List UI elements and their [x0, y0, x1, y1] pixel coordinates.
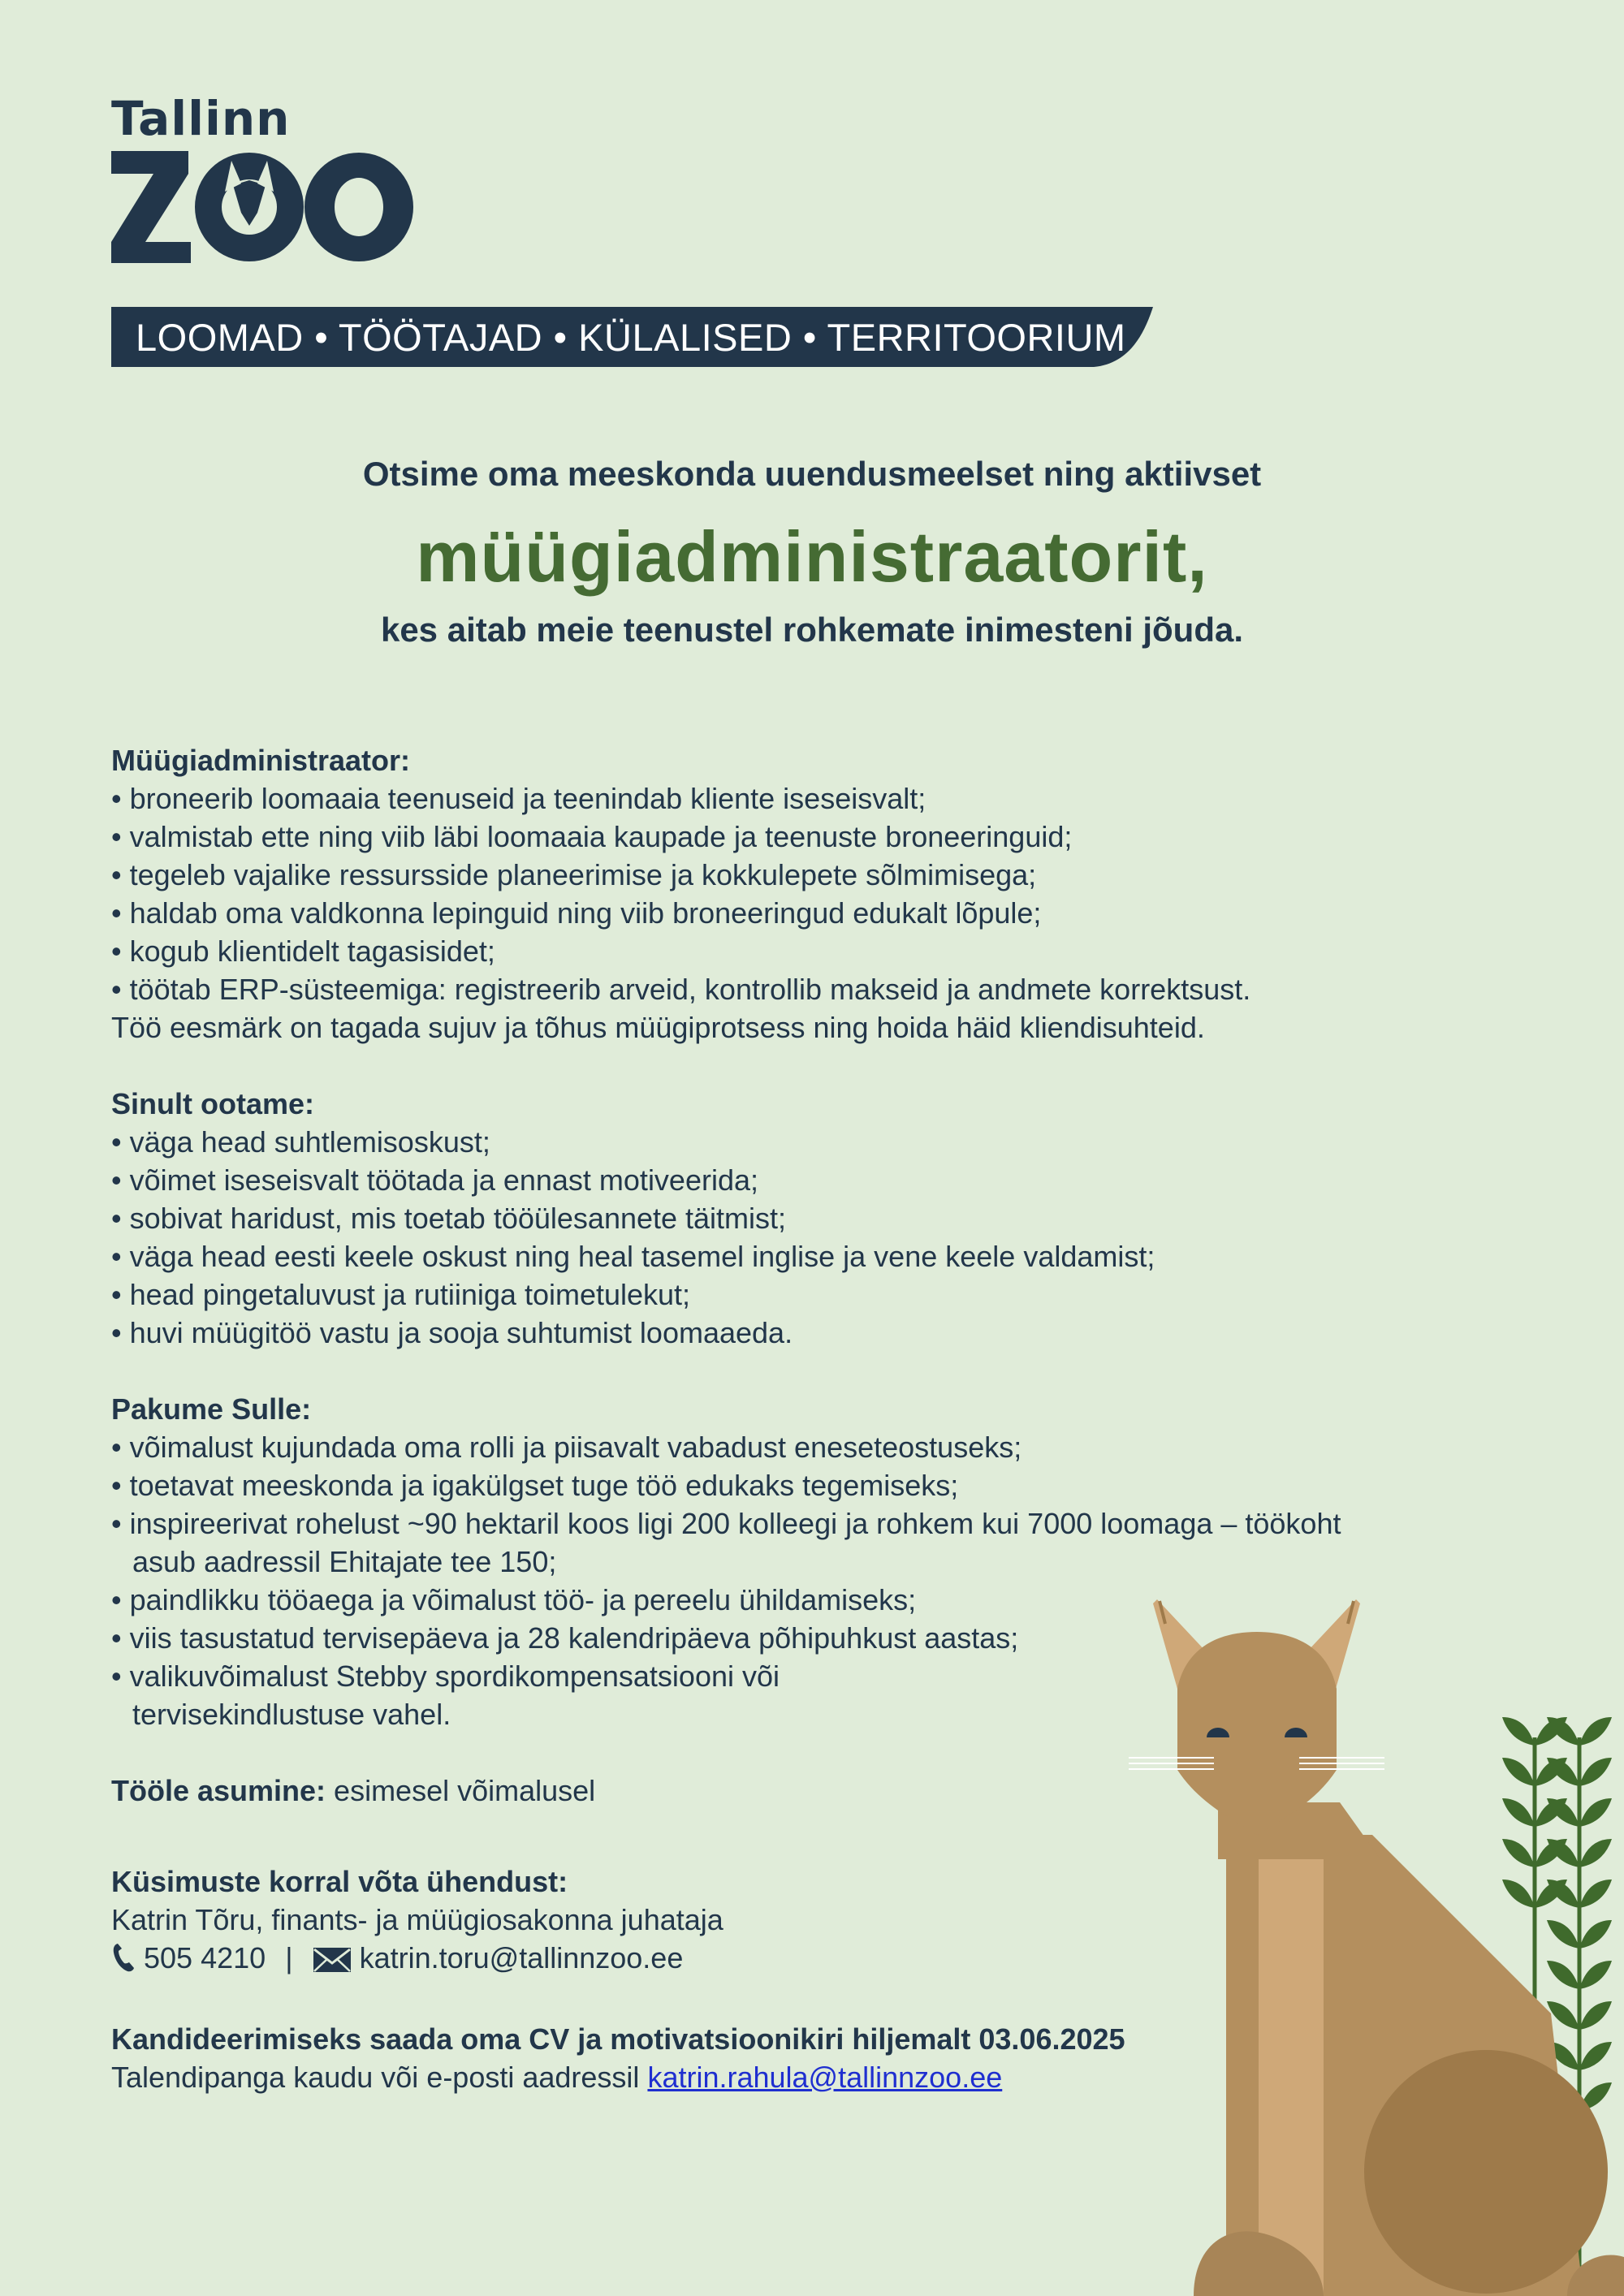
duty-item: • broneerib loomaaia teenuseid ja teenindab kliente iseseisvalt;: [111, 782, 926, 815]
apply-text: Talendipanga kaudu või e-posti aadressil: [111, 2061, 648, 2094]
duty-item: • kogub klientidelt tagasisidet;: [111, 934, 495, 968]
duty-item: • haldab oma valdkonna lepinguid ning viib broneeringud edukalt lõpule;: [111, 896, 1042, 930]
start-value: esimesel võimalusel: [326, 1774, 596, 1807]
headline-sub: kes aitab meie teenustel rohkemate inimesteni jõuda.: [380, 611, 1244, 649]
duty-item: • valmistab ette ning viib läbi loomaaia kaupade ja teenuste broneeringuid;: [111, 820, 1073, 853]
contact-person: Katrin Tõru, finants- ja müügiosakonna juhataja: [111, 1903, 723, 1936]
offer-item: • inspireerivat rohelust ~90 hektaril koos ligi 200 kolleegi ja rohkem kui 7000 loomaga – töökoht asub aadressil Ehitajate tee 150;: [111, 1507, 1341, 1578]
job-title: müügiadministraatorit,: [416, 516, 1208, 597]
apply-title: Kandideerimiseks saada oma CV ja motivatsioonikiri hiljemalt 03.06.2025: [111, 2022, 1125, 2056]
expect-item: • huvi müügitöö vastu ja sooja suhtumist loomaaeda.: [111, 1316, 793, 1349]
logo-zoo-mark: [111, 151, 436, 273]
logo-word: Tallinn: [111, 91, 291, 146]
expect-item: • väga head suhtlemisoskust;: [111, 1125, 490, 1159]
offer-item: • viis tasustatud tervisepäeva ja 28 kalendripäeva põhipuhkust aastas;: [111, 1621, 1019, 1655]
contact-email[interactable]: katrin.toru@tallinnzoo.ee: [359, 1941, 684, 1974]
duty-item: • töötab ERP-süsteemiga: registreerib arveid, kontrollib makseid ja andmete korrektsust.: [111, 973, 1251, 1006]
duties-summary: Töö eesmärk on tagada sujuv ja tõhus müügiprotsess ning hoida häid kliendisuhteid.: [111, 1011, 1205, 1044]
expect-item: • head pingetaluvust ja rutiiniga toimetulekut;: [111, 1278, 691, 1311]
envelope-icon: [313, 1944, 352, 1982]
contact-phone: 505 4210: [144, 1941, 266, 1974]
phone-icon: [111, 1942, 136, 1982]
headline-intro: Otsime oma meeskonda uuendusmeelset ning aktiivset: [362, 455, 1262, 493]
apply-email-link[interactable]: katrin.rahula@tallinnzoo.ee: [647, 2061, 1003, 2094]
duties-title: Müügiadministraator:: [111, 744, 411, 777]
offer-item: • paindlikku tööaega ja võimalust töö- ja pereelu ühildamiseks;: [111, 1583, 917, 1616]
lynx-illustration: [1129, 1591, 1624, 2296]
start-label: Tööle asumine:: [111, 1774, 326, 1807]
offer-item: • võimalust kujundada oma rolli ja piisavalt vabadust eneseteostuseks;: [111, 1431, 1022, 1464]
expect-title: Sinult ootame:: [111, 1087, 314, 1120]
category-banner: [111, 307, 1153, 367]
offer-item: • toetavat meeskonda ja igakülgset tuge töö edukaks tegemiseks;: [111, 1469, 959, 1502]
duty-item: • tegeleb vajalike ressursside planeerimise ja kokkulepete sõlmimisega;: [111, 858, 1037, 891]
offer-title: Pakume Sulle:: [111, 1392, 312, 1426]
contact-title: Küsimuste korral võta ühendust:: [111, 1865, 568, 1898]
expect-item: • võimet iseseisvalt töötada ja ennast motiveerida;: [111, 1163, 759, 1197]
expect-item: • sobivat haridust, mis toetab tööülesannete täitmist;: [111, 1202, 787, 1235]
tallinn-zoo-logo: [111, 91, 436, 270]
expect-item: • väga head eesti keele oskust ning heal tasemel inglise ja vene keele valdamist;: [111, 1240, 1155, 1273]
banner-text: LOOMAD • TÖÖTAJAD • KÜLALISED • TERRITOORIUM: [136, 316, 1126, 359]
offer-item: • valikuvõimalust Stebby spordikompensatsiooni või tervisekindlustuse vahel.: [111, 1659, 780, 1731]
contact-separator: |: [285, 1941, 293, 1974]
